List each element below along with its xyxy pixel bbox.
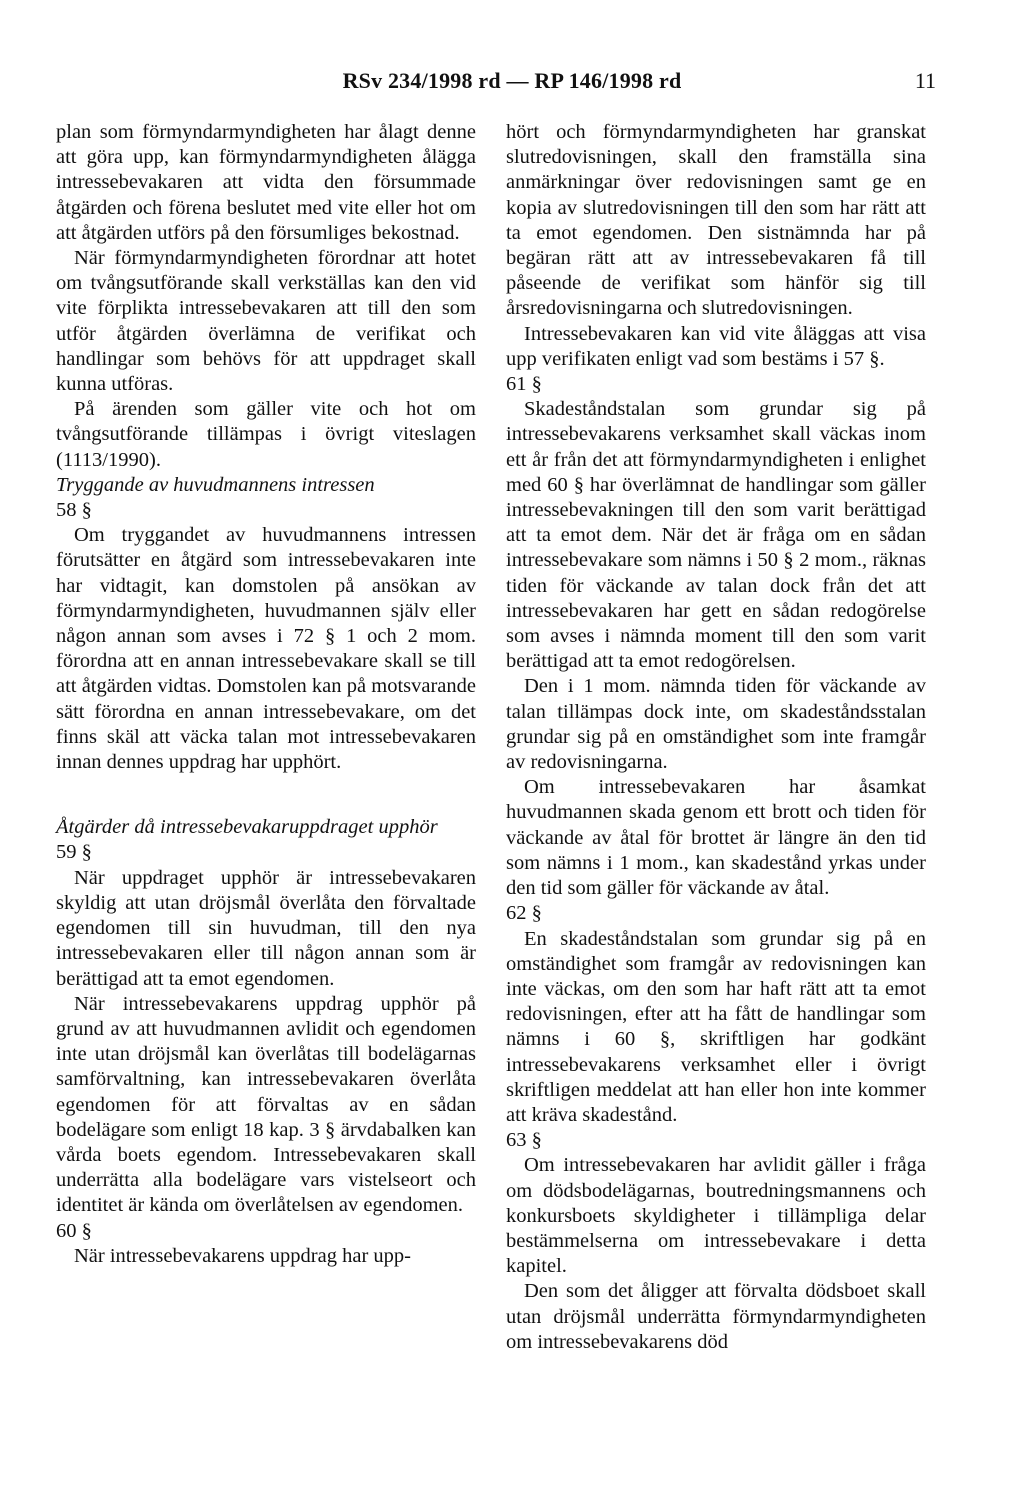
left-column <box>56 120 476 1269</box>
section-heading: Åtgärder då intressebevakaruppdraget upphör <box>56 816 438 839</box>
paragraph: På ärenden som gäller vite och hot om tvångsutförande tillämpas i övrigt viteslagen (1113/1990). <box>56 398 476 471</box>
paragraph: Om intressebevakaren har åsamkat huvudmannen skada genom ett brott och tiden för väckande av åtal för brottet är längre än den tid som nämns i 1 mom., kan skadestånd yrkas under den tid som gäller för väckande av åtal. <box>506 776 926 900</box>
paragraph: När förmyndarmyndigheten förordnar att hotet om tvångsutförande skall verkställas kan den vid vite förplikta intressebevakaren att till den som utför åtgärden överlämna de verifikat och handlingar som behövs för att uppdraget skall kunna utföras. <box>56 247 476 396</box>
document-title: RSv 234/1998 rd — RP 146/1998 rd <box>342 68 682 93</box>
paragraph: hört och förmyndarmyndigheten har granskat slutredovisningen, skall den framställa sina anmärkningar över redovisningen samt ge en kopia av slutredovisningen till den som har rätt att ta emot egendomen. Den sistnämnda har på begäran rätt att av intressebevakaren få till påseende de verifikat som hänför sig till årsredovisningarna och slutredovisningen. <box>506 121 926 320</box>
paragraph: plan som förmyndarmyndigheten har ålagt denne att göra upp, kan förmyndarmyndigheten ålägga intressebevakaren att vidta den försummade åtgärden och förena beslutet med vite eller hot om att åtgärden utförs på den försumliges bekostnad. <box>56 121 476 244</box>
paragraph: Den i 1 mom. nämnda tiden för väckande av talan tillämpas dock inte, om skadeståndsstalan grundar sig på en omständighet som inte framgår av redovisningarna. <box>506 675 926 774</box>
paragraph: En skadeståndstalan som grundar sig på en omständighet som framgår av redovisningen kan inte väckas, om den som har haft rätt att ta emot redovisningen, efter att ha fått de handlingar som nämns i 60 §, skriftligen har godkänt intressebevakarens verksamhet eller i övrigt skriftligen meddelat att han eller hon inte kommer att kräva skadestånd. <box>506 927 926 1126</box>
section-number: 62 § <box>506 902 542 925</box>
page-header <box>0 68 1024 98</box>
paragraph: Om intressebevakaren har avlidit gäller i fråga om dödsbodelägarnas, boutredningsmannens och konkursboets skyldigheter i tillämpliga delar bestämmelserna om intressebevakare i detta kapitel. <box>506 1154 926 1278</box>
paragraph: Intressebevakaren kan vid vite åläggas att visa upp verifikaten enligt vad som bestäms i 57 §. <box>506 322 926 370</box>
paragraph: När uppdraget upphör är intressebevakaren skyldig att utan dröjsmål överlåta den förvaltade egendomen till sin huvudman, till den nya intressebevakaren eller till någon annan som är berättigad att ta emot egendomen. <box>56 866 476 990</box>
section-heading: Tryggande av huvudmannens intressen <box>56 473 375 496</box>
paragraph: När intressebevakarens uppdrag upphör på grund av att huvudmannen avlidit och egendomen inte utan dröjsmål kan överlåtas till bodelägarnas samförvaltning, kan intressebevakaren överlåta egendomen för att förvaltas av en sådan bodelägare som enligt 18 kap. 3 § ärvdabalken kan vårda boets egendom. Intressebevakaren skall underrätta alla bodelägare vars vistelseort och identitet är kända om överlåtelsen av egendomen. <box>56 992 476 1217</box>
paragraph: Den som det åligger att förvalta dödsboet skall utan dröjsmål underrätta förmyndarmyndigheten om intressebevakarens död <box>506 1280 926 1353</box>
section-number: 63 § <box>506 1129 542 1152</box>
section-number: 60 § <box>56 1219 92 1242</box>
right-column <box>506 120 926 1355</box>
page-number: 11 <box>914 68 936 93</box>
paragraph: Skadeståndstalan som grundar sig på intressebevakarens verksamhet skall väckas inom ett år från det att förmyndarmyndigheten i enlighet med 60 § har överlämnat de handlingar som gäller intressebevakningen till den som varit berättigad att ta emot dem. När det är fråga om en sådan intressebevakare som nämns i 50 § 2 mom., räknas tiden för väckande av talan dock från det att intressebevakaren har gett en sådan redogörelse som avses i nämnda moment till den som varit berättigad att ta emot redogörelsen. <box>506 398 926 673</box>
paragraph: När intressebevakarens uppdrag har upp- <box>74 1244 411 1267</box>
paragraph: Om tryggandet av huvudmannens intressen förutsätter en åtgärd som intressebevakaren inte har vidtagit, kan domstolen på ansökan av förmyndarmyndigheten, huvudmannen själv eller någon annan som avses i 72 § 1 och 2 mom. förordna att en annan intressebevakare skall se till att åtgärden vidtas. Domstolen kan på motsvarande sätt förordna en annan intressebevakare, om det finns skäl att väcka talan mot intressebevakaren innan dennes uppdrag har upphört. <box>56 524 476 774</box>
section-number: 59 § <box>56 841 92 864</box>
section-number: 61 § <box>506 373 542 396</box>
section-number: 58 § <box>56 499 92 522</box>
